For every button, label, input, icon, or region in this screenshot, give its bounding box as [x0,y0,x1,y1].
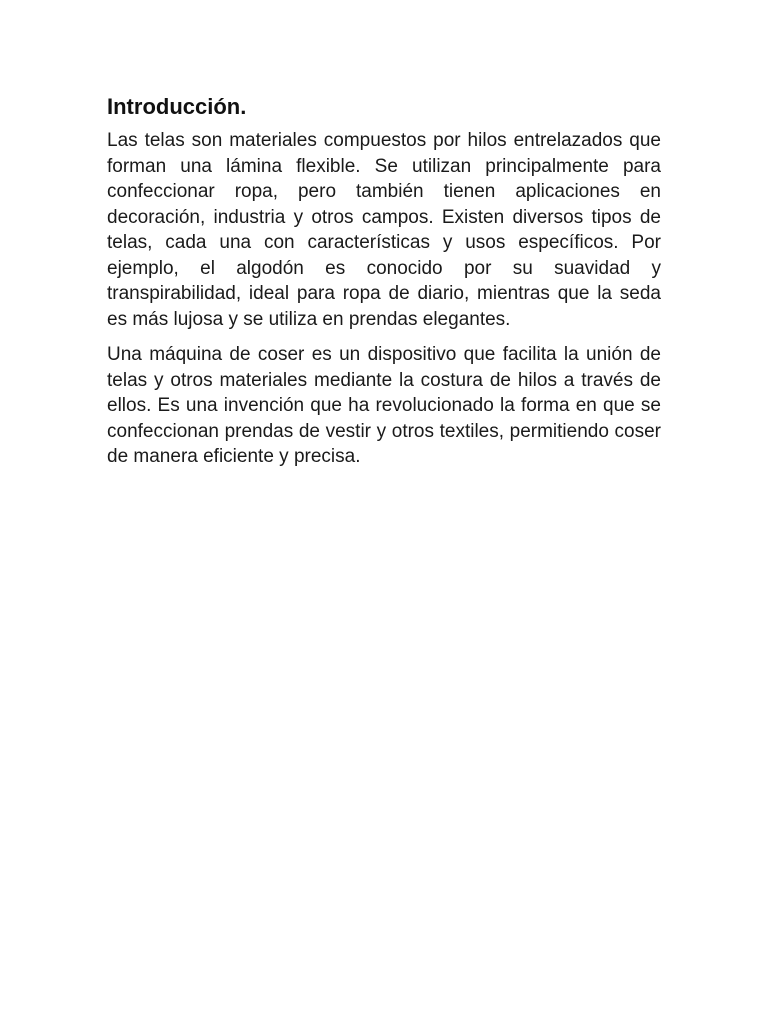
document-page [107,92,661,480]
paragraph-fabrics: Las telas son materiales compuestos por hilos entrelazados que forman una lámina flexible. Se utilizan principalmente para confeccionar ropa, pero también tienen aplicaciones en decoración, industria y otros campos. Existen diversos tipos de telas, cada una con características y usos específicos. Por ejemplo, el algodón es conocido por su suavidad y transpirabilidad, ideal para ropa de diario, mientras que la seda es más lujosa y se utiliza en prendas elegantes. [107,130,661,330]
document-heading: Introducción. [107,94,247,119]
paragraph-sewing-machine: Una máquina de coser es un dispositivo que facilita la unión de telas y otros materiales mediante la costura de hilos a través de ellos. Es una invención que ha revolucionado la forma en que se confeccionan prendas de vestir y otros textiles, permitiendo coser de manera eficiente y precisa. [107,344,661,467]
